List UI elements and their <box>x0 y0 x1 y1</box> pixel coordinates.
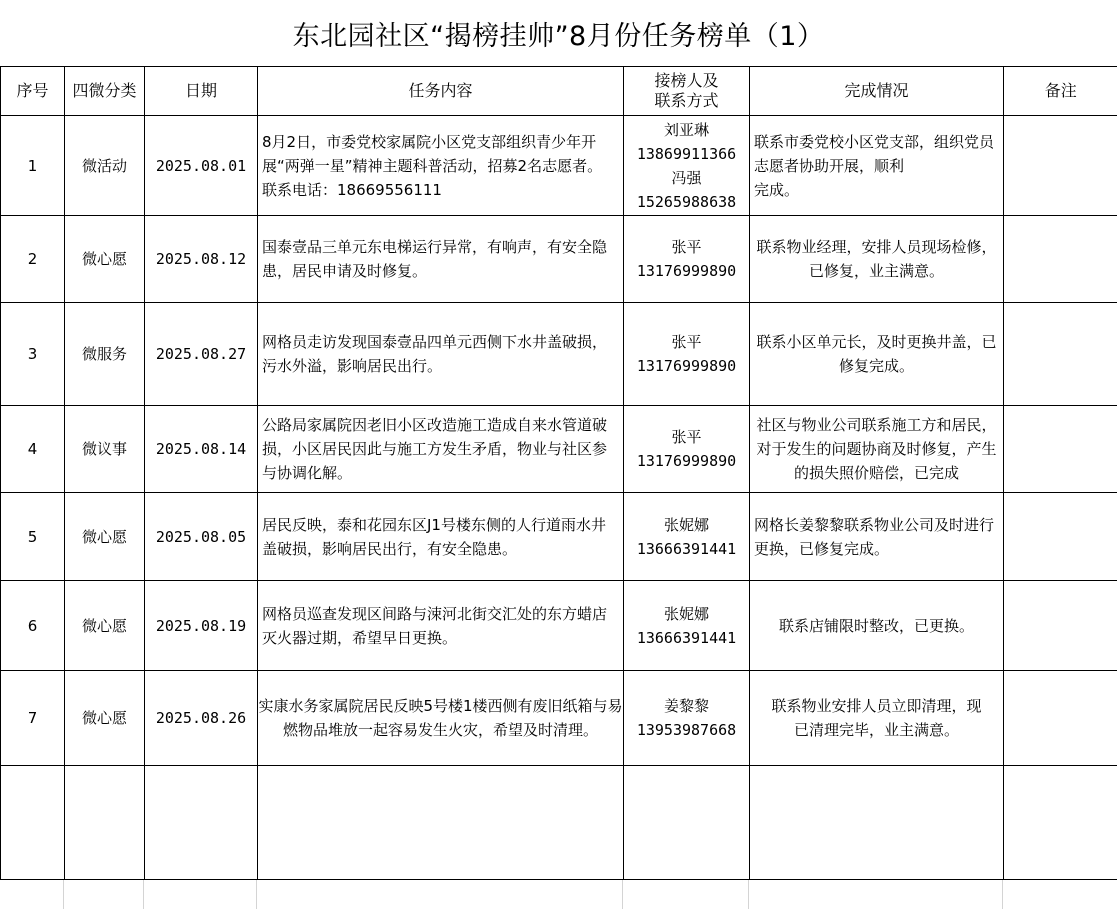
cell-remark[interactable] <box>1004 493 1117 581</box>
empty-cell[interactable] <box>258 766 624 880</box>
empty-cell[interactable] <box>65 766 145 880</box>
cell-status-line: 联系小区单元长，及时更换井盖，已修复完成。 <box>756 333 997 375</box>
cell-date[interactable]: 2025.08.12 <box>145 216 258 303</box>
cell-content[interactable] <box>258 493 624 581</box>
table-row <box>1 116 1117 216</box>
cell-contact-line: 张平 <box>671 238 702 256</box>
cell-remark[interactable] <box>1004 303 1117 406</box>
cell-date[interactable]: 2025.08.14 <box>145 406 258 493</box>
cell-category[interactable]: 微心愿 <box>65 493 145 581</box>
cell-status-line: 联系物业安排人员立即清理，现 <box>771 697 982 715</box>
cell-contact-line: 刘亚琳 <box>663 120 709 139</box>
cell-date[interactable]: 2025.08.26 <box>145 671 258 766</box>
empty-cell[interactable] <box>624 766 750 880</box>
cell-seq[interactable]: 1 <box>1 116 65 216</box>
cell-content[interactable] <box>258 671 624 766</box>
sheet-title: 东北园社区“揭榜挂帅”8月份任务榜单（1） <box>292 20 825 52</box>
cell-status-line: 联系物业经理，安排人员现场检修，已修复，业主满意。 <box>756 238 997 280</box>
cell-content-line: 实康水务家属院居民反映5号楼1楼西侧有废旧纸箱与易燃物品堆放一起容易发生火灾，希望及时清理。 <box>258 697 623 739</box>
cell-remark[interactable] <box>1004 671 1117 766</box>
cell-status[interactable] <box>750 303 1004 406</box>
cell-contact-line: 13953987668 <box>636 721 737 739</box>
cell-content[interactable] <box>258 303 624 406</box>
cell-contact-line: 张平 <box>671 333 702 351</box>
cell-status[interactable] <box>750 216 1004 303</box>
header-remark[interactable]: 备注 <box>1004 67 1117 116</box>
empty-cell[interactable] <box>145 766 258 880</box>
cell-category[interactable]: 微心愿 <box>65 671 145 766</box>
cell-content[interactable] <box>258 406 624 493</box>
cell-status-line: 联系店铺限时整改，已更换。 <box>778 616 974 635</box>
header-content[interactable]: 任务内容 <box>258 67 624 116</box>
cell-contact-line: 13176999890 <box>636 452 737 470</box>
table-row <box>1 581 1117 671</box>
cell-seq[interactable]: 7 <box>1 671 65 766</box>
cell-contact-line: 张平 <box>671 428 702 446</box>
cell-status-line: 完成。 <box>754 180 800 199</box>
cell-status-line: 已清理完毕，业主满意。 <box>793 721 959 739</box>
cell-date[interactable]: 2025.08.27 <box>145 303 258 406</box>
cell-category[interactable]: 微议事 <box>65 406 145 493</box>
cell-content-line: 8月2日，市委党校家属院小区党支部组织青少年开展“两弹一星”精神主题科普活动，招募2名志愿者。 <box>262 132 603 175</box>
cell-contact[interactable] <box>624 406 750 493</box>
cell-status[interactable] <box>750 493 1004 581</box>
cell-remark[interactable] <box>1004 216 1117 303</box>
empty-row <box>1 766 1117 880</box>
cell-seq[interactable]: 3 <box>1 303 65 406</box>
cell-status-line: 社区与物业公司联系施工方和居民，对于发生的问题协商及时修复，产生的损失照价赔偿，已完成 <box>756 416 997 482</box>
cell-contact[interactable] <box>624 216 750 303</box>
cell-seq[interactable]: 2 <box>1 216 65 303</box>
empty-grid-area <box>0 880 1117 909</box>
cell-contact[interactable] <box>624 303 750 406</box>
cell-status[interactable] <box>750 581 1004 671</box>
cell-date[interactable]: 2025.08.05 <box>145 493 258 581</box>
empty-cell[interactable] <box>1 766 65 880</box>
cell-contact-line: 张妮娜 <box>663 604 709 623</box>
cell-content-line: 网格员走访发现国泰壹品四单元西侧下水井盖破损，污水外溢，影响居民出行。 <box>262 333 608 375</box>
cell-remark[interactable] <box>1004 116 1117 216</box>
cell-content-line: 联系电话：18669556111 <box>262 180 442 199</box>
cell-content-line: 公路局家属院因老旧小区改造施工造成自来水管道破损，小区居民因此与施工方发生矛盾，物业与社区参与协调化解。 <box>262 416 608 482</box>
header-status[interactable]: 完成情况 <box>750 67 1004 116</box>
cell-content-line: 网格员巡查发现区间路与涑河北街交汇处的东方蜡店灭火器过期，希望早日更换。 <box>262 604 608 647</box>
cell-contact-line: 13666391441 <box>636 628 737 647</box>
cell-category[interactable]: 微服务 <box>65 303 145 406</box>
cell-status-line: 网格长姜黎黎联系物业公司及时进行更换，已修复完成。 <box>754 515 995 558</box>
cell-contact-line: 13176999890 <box>636 262 737 280</box>
cell-seq[interactable]: 4 <box>1 406 65 493</box>
cell-contact-line: 冯强 <box>671 168 702 187</box>
header-contact[interactable] <box>624 67 750 116</box>
cell-content[interactable] <box>258 581 624 671</box>
cell-contact[interactable] <box>624 581 750 671</box>
table-row <box>1 671 1117 766</box>
cell-contact-line: 13869911366 <box>636 144 737 163</box>
cell-content[interactable] <box>258 116 624 216</box>
cell-contact[interactable] <box>624 116 750 216</box>
header-date[interactable]: 日期 <box>145 67 258 116</box>
cell-category[interactable]: 微活动 <box>65 116 145 216</box>
header-seq[interactable]: 序号 <box>1 67 65 116</box>
cell-content-line: 国泰壹品三单元东电梯运行异常，有响声，有安全隐患，居民申请及时修复。 <box>262 238 608 280</box>
cell-category[interactable]: 微心愿 <box>65 216 145 303</box>
table-row <box>1 406 1117 493</box>
cell-contact-line: 姜黎黎 <box>663 697 709 715</box>
table-row <box>1 303 1117 406</box>
cell-status[interactable] <box>750 406 1004 493</box>
table-row <box>1 216 1117 303</box>
cell-date[interactable]: 2025.08.19 <box>145 581 258 671</box>
empty-cell[interactable] <box>750 766 1004 880</box>
table-row <box>1 493 1117 581</box>
cell-content-line: 居民反映，泰和花园东区J1号楼东侧的人行道雨水井盖破损，影响居民出行，有安全隐患。 <box>262 515 606 558</box>
header-category[interactable]: 四微分类 <box>65 67 145 116</box>
cell-contact[interactable] <box>624 493 750 581</box>
cell-remark[interactable] <box>1004 581 1117 671</box>
cell-contact-line: 13666391441 <box>636 539 737 558</box>
task-table <box>0 66 1117 880</box>
header-contact-line2: 联系方式 <box>654 91 719 110</box>
cell-seq[interactable]: 6 <box>1 581 65 671</box>
cell-contact[interactable] <box>624 671 750 766</box>
cell-contact-line: 张妮娜 <box>663 515 709 534</box>
cell-contact-line: 15265988638 <box>636 192 737 211</box>
header-row <box>1 67 1117 116</box>
cell-date[interactable]: 2025.08.01 <box>145 116 258 216</box>
empty-cell[interactable] <box>1004 766 1117 880</box>
cell-category[interactable]: 微心愿 <box>65 581 145 671</box>
cell-status-line: 联系市委党校小区党支部，组织党员志愿者协助开展，顺利 <box>754 132 995 175</box>
cell-remark[interactable] <box>1004 406 1117 493</box>
header-contact-line1: 接榜人及 <box>654 71 719 90</box>
cell-content[interactable] <box>258 216 624 303</box>
cell-status[interactable] <box>750 116 1004 216</box>
cell-seq[interactable]: 5 <box>1 493 65 581</box>
cell-status[interactable] <box>750 671 1004 766</box>
cell-contact-line: 13176999890 <box>636 357 737 375</box>
